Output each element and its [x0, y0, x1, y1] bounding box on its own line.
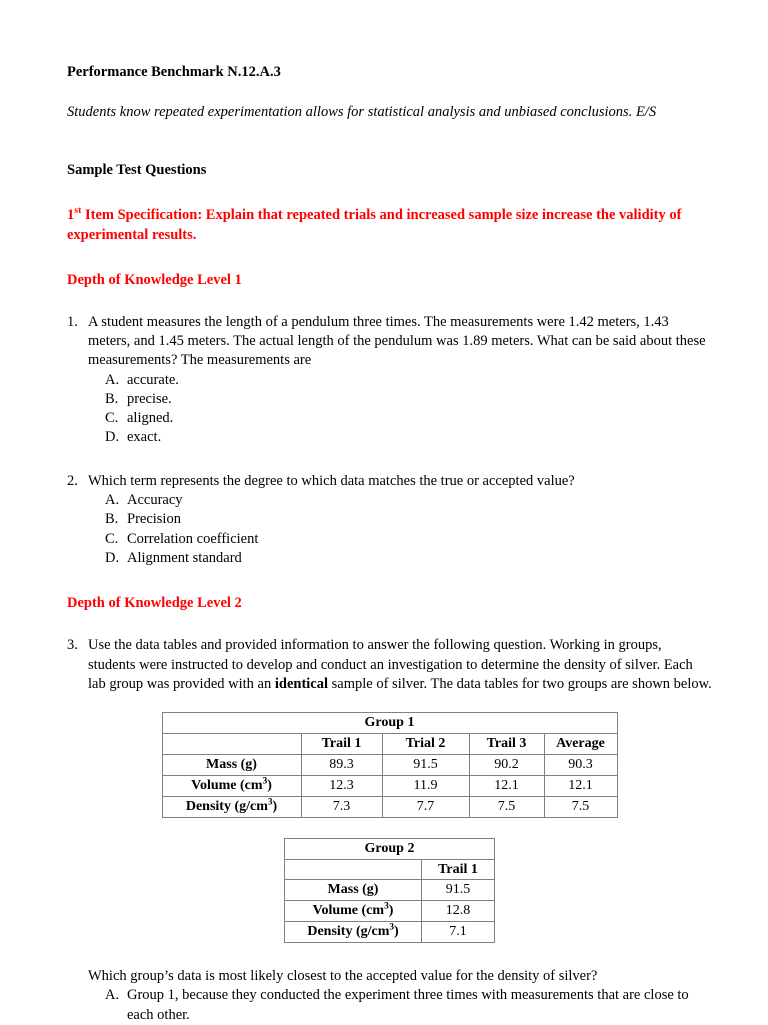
dok-level-1-heading: Depth of Knowledge Level 1 — [67, 271, 242, 288]
page-content — [67, 63, 712, 1025]
cell-value: 12.3 — [301, 775, 382, 796]
question-1 — [67, 313, 712, 448]
cell-value: 90.2 — [469, 754, 544, 775]
option-item[interactable] — [88, 409, 712, 428]
question-1-number: 1. — [67, 313, 78, 330]
option-item[interactable] — [88, 390, 712, 409]
cell-value: 89.3 — [301, 754, 382, 775]
column-header: Trail 3 — [469, 734, 544, 755]
table-header-row — [162, 734, 617, 755]
cell-value: 12.8 — [422, 901, 495, 922]
cell-value: 91.5 — [422, 880, 495, 901]
table-row — [162, 775, 617, 796]
table-row — [285, 922, 495, 943]
question-2-stem: Which term represents the degree to which data matches the true or accepted value? — [88, 472, 575, 489]
table-row — [285, 880, 495, 901]
column-header: Trail 1 — [422, 859, 495, 880]
cell-value: 7.5 — [469, 796, 544, 817]
question-1-stem: A student measures the length of a pendulum three times. The measurements were 1.42 meters, 1.43 meters, and 1.45 meters. The actual length of the pendulum was 1.89 meters. What can be said about these measurements? The measurements are — [88, 313, 706, 369]
option-text: exact. — [127, 429, 162, 446]
item-spec-number: 1 — [67, 207, 75, 224]
option-text: Alignment standard — [127, 549, 242, 566]
row-label-tail: ) — [272, 798, 278, 814]
row-label-superscript: 3 — [389, 921, 394, 932]
table-title-row — [285, 838, 495, 859]
cell-value: 11.9 — [382, 775, 469, 796]
cell-value: 12.1 — [469, 775, 544, 796]
cell-value: 90.3 — [544, 754, 617, 775]
row-label-tail: ) — [388, 903, 394, 919]
question-2-options — [88, 491, 712, 568]
item-spec-ordinal-suffix: st — [74, 205, 82, 217]
question-3-stem — [88, 636, 712, 694]
option-letter: A. — [105, 371, 120, 388]
cell-value: 7.3 — [301, 796, 382, 817]
group-1-data-table — [162, 712, 618, 818]
option-text: precise. — [127, 390, 172, 407]
option-item[interactable] — [88, 530, 712, 549]
option-letter: B. — [105, 390, 119, 407]
row-label-tail: ) — [267, 777, 272, 793]
option-letter: C. — [105, 410, 119, 427]
question-1-options — [88, 371, 712, 448]
option-item[interactable] — [88, 428, 712, 447]
option-item[interactable] — [88, 986, 712, 1025]
option-letter: D. — [105, 429, 120, 446]
item-specification — [67, 206, 712, 244]
option-item[interactable] — [88, 549, 712, 568]
option-letter: D. — [105, 549, 120, 566]
option-item[interactable] — [88, 371, 712, 390]
cell-value: 7.1 — [422, 922, 495, 943]
row-label: Mass (g) — [162, 754, 301, 775]
benchmark-description: Students know repeated experimentation allows for statistical analysis and unbiased conclusions. E/S — [67, 104, 657, 121]
benchmark-title: Performance Benchmark N.12.A.3 — [67, 64, 281, 80]
row-label-superscript: 3 — [267, 796, 273, 807]
row-label — [285, 901, 422, 922]
option-text: Correlation coefficient — [127, 530, 259, 547]
column-header: Average — [544, 734, 617, 755]
row-label: Mass (g) — [285, 880, 422, 901]
group-1-title: Group 1 — [162, 713, 617, 734]
row-label-text: Volume (cm — [312, 903, 385, 919]
group-1-table-wrapper — [67, 712, 712, 818]
row-label-tail: ) — [394, 924, 399, 940]
question-3-followup-stem: Which group’s data is most likely closest to the accepted value for the density of silver? — [88, 968, 598, 985]
row-label-text: Density (g/cm — [185, 798, 268, 814]
row-label-text: Density (g/cm — [307, 924, 390, 940]
option-letter: B. — [105, 511, 119, 528]
cell-value: 12.1 — [544, 775, 617, 796]
row-label — [162, 775, 301, 796]
table-title-row — [162, 713, 617, 734]
table-row — [285, 901, 495, 922]
sample-test-questions-heading: Sample Test Questions — [67, 162, 207, 179]
group-2-table-wrapper — [67, 838, 712, 944]
row-label-superscript: 3 — [262, 775, 268, 786]
option-letter: A. — [105, 492, 120, 508]
question-3-body — [88, 636, 712, 694]
column-header: Trail 1 — [301, 734, 382, 755]
row-label-superscript: 3 — [384, 900, 389, 911]
item-spec-text: Item Specification: Explain that repeated trials and increased sample size increase the validity of experimental results. — [67, 207, 682, 243]
option-text: aligned. — [127, 410, 174, 427]
row-label — [285, 922, 422, 943]
option-letter: C. — [105, 530, 119, 547]
row-label-text: Volume (cm — [191, 777, 263, 793]
option-text: Precision — [127, 511, 181, 528]
question-3-stem-emphasis: identical — [274, 675, 329, 692]
question-1-body — [88, 313, 712, 448]
question-3-stem-part2: sample of silver. The data tables for two groups are shown below. — [328, 675, 712, 692]
question-3-followup — [67, 967, 712, 1025]
option-text: accurate. — [127, 371, 179, 388]
header-corner-blank — [162, 734, 301, 755]
option-text: Group 1, because they conducted the experiment three times with measurements that are close to each other. — [127, 987, 689, 1023]
cell-value: 7.7 — [382, 796, 469, 817]
table-row — [162, 754, 617, 775]
table-header-row — [285, 859, 495, 880]
cell-value: 91.5 — [382, 754, 469, 775]
question-3-stem-part1: Use the data tables and provided information to answer the following question. Working in groups, students were instructed to develop and conduct an investigation to determine the density of silver. Each lab group was provided with an — [88, 637, 693, 692]
cell-value: 7.5 — [544, 796, 617, 817]
group-2-title: Group 2 — [285, 838, 495, 859]
row-label — [162, 796, 301, 817]
table-row — [162, 796, 617, 817]
question-2-body — [88, 472, 712, 568]
option-letter: A. — [105, 987, 120, 1004]
header-corner-blank — [285, 859, 422, 880]
dok-level-2-heading: Depth of Knowledge Level 2 — [67, 595, 242, 612]
option-item[interactable] — [88, 510, 712, 529]
option-item[interactable] — [88, 491, 712, 510]
group-2-data-table — [284, 838, 495, 944]
question-2-number: 2. — [67, 472, 78, 489]
question-2 — [67, 472, 712, 568]
option-text: Accuracy — [127, 492, 183, 508]
column-header: Trial 2 — [382, 734, 469, 755]
question-3 — [67, 636, 712, 694]
question-3-number: 3. — [67, 637, 78, 654]
